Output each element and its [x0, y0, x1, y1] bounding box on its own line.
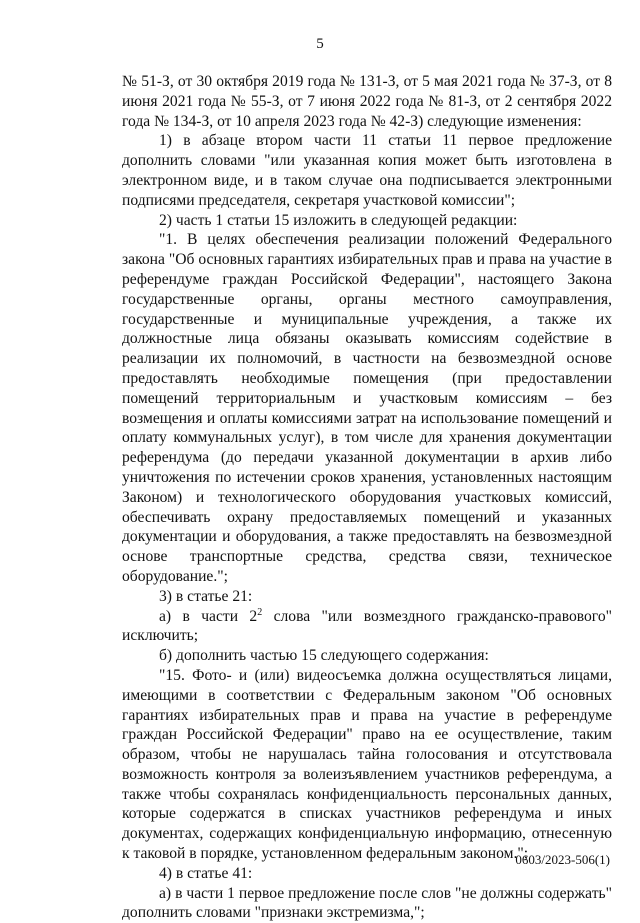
paragraph-amendments-list: № 51-З, от 30 октября 2019 года № 131-З, от 5 мая 2021 года № 37-З, от 8 июня 2021 года № 55-З, от 7 июня 2022 года № 81-З, от 2 сентября 2022 года № 134-З, от 10 апреля 2023 года № 42-З) следующие изменения:: [122, 73, 612, 130]
paragraph-item-2: 2) часть 1 статьи 15 изложить в следующей редакции:: [159, 211, 518, 229]
document-code: 0603/2023-506(1): [515, 852, 610, 867]
paragraph-item-1: 1) в абзаце втором части 11 статьи 11 первое предложение дополнить словами "или указанная копия может быть изготовлена в электронном виде, и в таком случае она подписывается электронными подписями председателя, секретаря участковой комиссии";: [122, 132, 612, 209]
page-number: 5: [316, 36, 324, 52]
paragraph-item-4: 4) в статье 41:: [159, 864, 253, 882]
document-body: [122, 72, 612, 923]
paragraph-item-3b: б) дополнить частью 15 следующего содержания:: [159, 647, 489, 665]
paragraph-item-3: 3) в статье 21:: [159, 587, 253, 605]
item-3a-before: а) в части 2: [159, 607, 258, 625]
paragraph-item-4a: а) в части 1 первое предложение после слов "не должны содержать" дополнить словами "признаки экстремизма,";: [122, 884, 612, 922]
item-3a-superscript: 2: [257, 606, 263, 618]
item-3a-after: слова "или возмездного гражданско-правового" исключить;: [122, 607, 612, 645]
paragraph-article-15-part-1: "1. В целях обеспечения реализации положений Федерального закона "Об основных гарантиях избирательных прав и права на участие в референдуме граждан Российской Федерации", настоящего Закона государственные органы, органы местного самоуправления, государственные и муниципальные учреждения, а также их должностные лица обязаны оказывать комиссиям содействие в реализации их полномочий, в частности на безвозмездной основе предоставлять необходимые помещения (при предоставлении помещений территориальным и участковым комиссиям – без возмещения и оплаты комиссиями затрат на использование помещений и оплату коммунальных услуг), в том числе для хранения документации референдума (до передачи указанной документации в архив либо уничтожения по истечении сроков хранения, установленных настоящим Законом) и технологического оборудования участковых комиссий, обеспечивать охрану предоставляемых помещений и указанных документации и оборудования, а также предоставлять на безвозмездной основе транспортные средства, средства связи, техническое оборудование.";: [122, 231, 612, 585]
paragraph-item-3a: [122, 607, 612, 647]
paragraph-article-21-part-15: "15. Фото- и (или) видеосъемка должна осуществляться лицами, имеющими в соответствии с Федеральным законом "Об основных гарантиях избирательных прав и права на участие в референдуме граждан Российской Федерации" право на ее осуществление, таким образом, чтобы не нарушалась тайна голосования и отсутствовала возможность контроля за волеизъявлением участников референдума, а также чтобы сохранялась конфиденциальность персональных данных, которые содержатся в списках участников референдума и иных документах, содержащих конфиденциальную информацию, отнесенную к таковой в порядке, установленном федеральным законом.";: [122, 666, 612, 863]
